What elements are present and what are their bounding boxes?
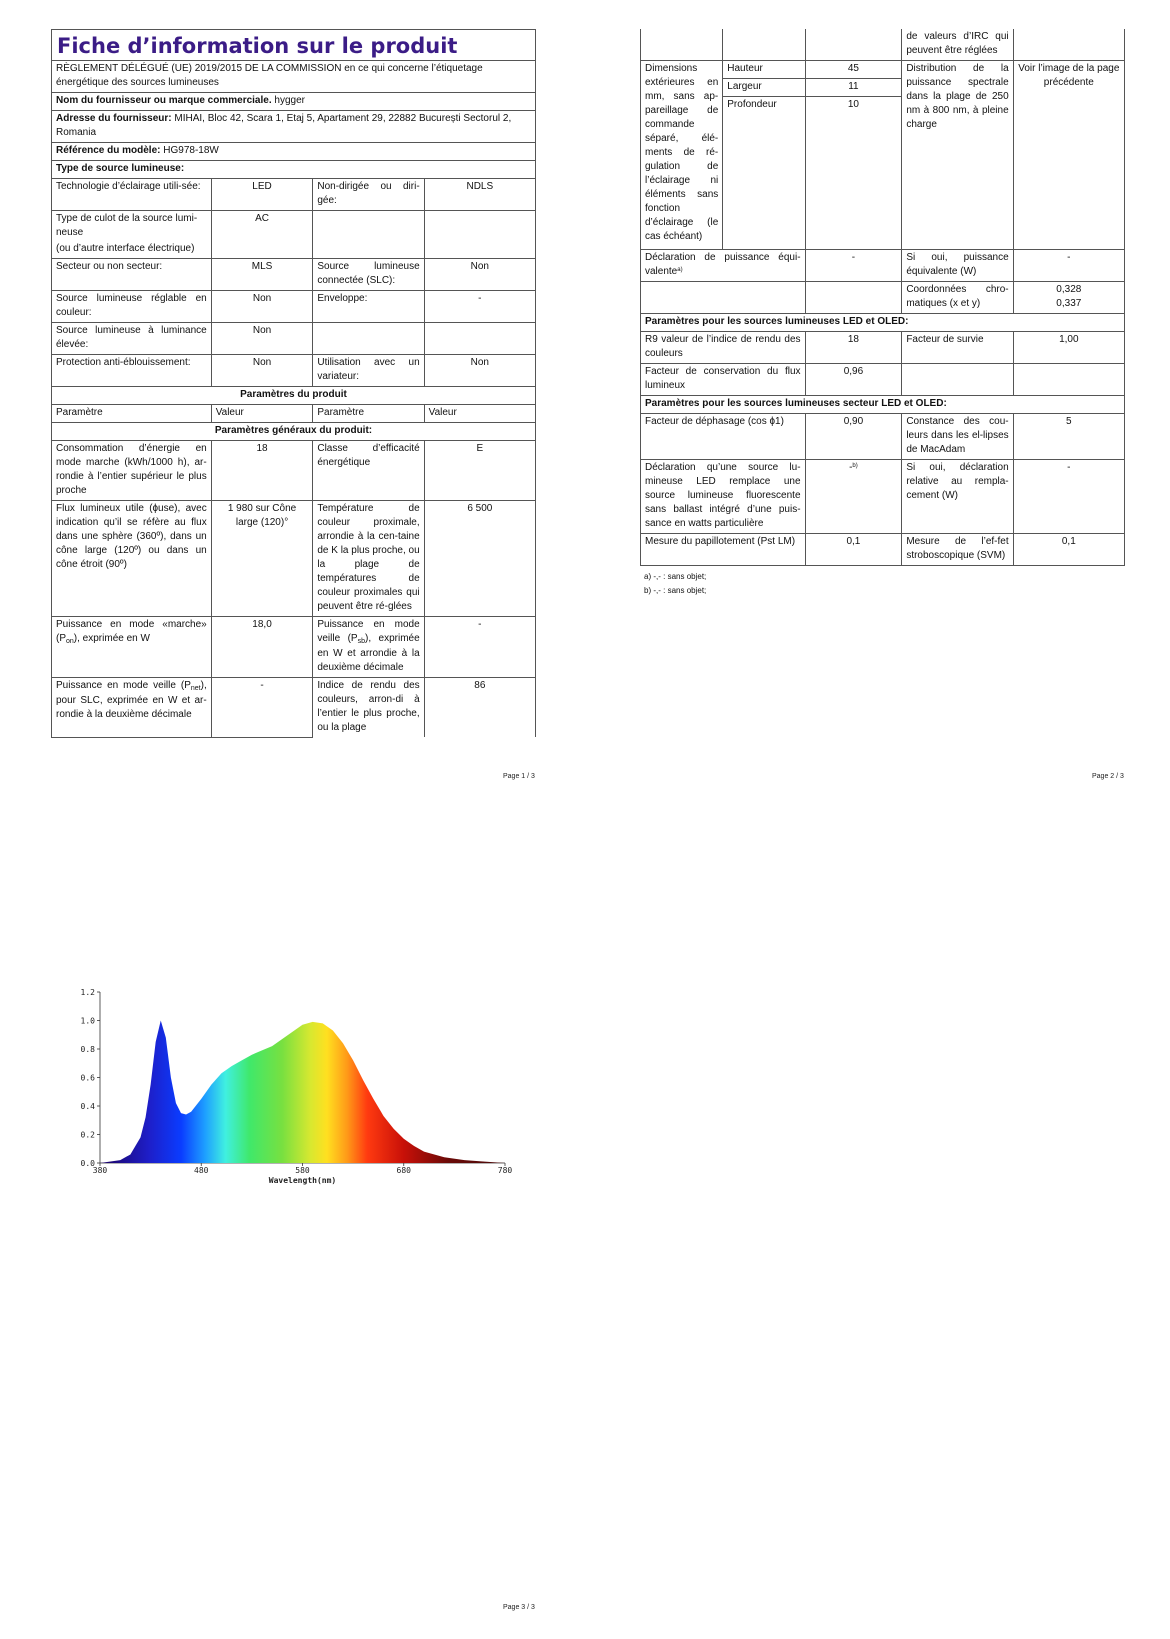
y-tick-label: 1.2 [80, 988, 95, 997]
height-value: 45 [805, 61, 902, 79]
standby-power-value: - [424, 617, 535, 678]
y-tick-label: 1.0 [80, 1016, 95, 1026]
empty-cell [805, 282, 902, 314]
x-tick-label: 680 [396, 1166, 411, 1175]
standby-power-label-text-2: ), exprimée en W et arrondie à la deuxième décimale [317, 633, 420, 673]
colour-tunable-label: Source lumineuse réglable en couleur: [52, 291, 212, 323]
cap-label-cell [52, 211, 212, 259]
macadam-value: 5 [1013, 414, 1124, 460]
r9-label: R9 valeur de l’indice de rendu des couleurs [641, 332, 806, 364]
flicker-label: Mesure du papillotement (Pst LM) [641, 534, 806, 566]
fluorescent-replacement-value: - [849, 462, 853, 473]
supplier-name-value: hygger [274, 95, 305, 106]
displacement-factor-label: Facteur de déphasage (cos ɸ1) [641, 414, 806, 460]
footnote-a-text: -,- : sans objet; [653, 572, 707, 581]
cap-value: AC [211, 211, 313, 259]
y-tick-label: 0.6 [80, 1073, 95, 1083]
on-mode-power-label-text-2: ), exprimée en W [73, 633, 150, 644]
column-header-parameter: Paramètre [313, 405, 424, 423]
standby-power-label [313, 617, 424, 678]
colour-temperature-label: Température de couleur proximale, arrondie à la cen-taine de K la plus proche, ou la plage de températures de couleur proximales qui peuvent être ré-glées [313, 501, 424, 617]
chromaticity-value [1013, 282, 1124, 314]
slc-label: Source lumineuse connectée (SLC): [313, 259, 424, 291]
efficiency-class-value: E [424, 441, 535, 501]
product-params-heading: Paramètres du produit [52, 387, 536, 405]
on-mode-power-label-text: Puissance en mode «marche» (P [56, 619, 207, 644]
macadam-label: Constance des cou-leurs dans les el-lipses de MacAdam [902, 414, 1013, 460]
led-oled-heading: Paramètres pour les sources lumineuses LED et OLED: [641, 314, 1125, 332]
x-tick-label: 380 [92, 1166, 108, 1175]
spectral-distribution-value: Voir l’image de la page précédente [1013, 61, 1124, 250]
x-tick-label: 580 [295, 1166, 310, 1175]
equivalent-power-value: - [805, 250, 902, 282]
flicker-value: 0,1 [805, 534, 902, 566]
stroboscopic-value: 0,1 [1013, 534, 1124, 566]
page-number: Page 1 / 3 [503, 773, 535, 780]
equivalent-power-label-text: Déclaration de puissance équi-valente [645, 252, 801, 277]
high-luminance-value: Non [211, 323, 313, 355]
cap-label-2: (ou d’autre interface électrique) [56, 243, 195, 254]
dimmer-label: Utilisation avec un variateur: [313, 355, 424, 387]
envelope-label: Enveloppe: [313, 291, 424, 323]
datasheet-page-2 [640, 29, 1125, 598]
model-row [52, 143, 536, 161]
cap-label: Type de culot de la source lumi-neuse [56, 213, 198, 238]
fluorescent-replacement-value-cell [805, 460, 902, 534]
spectrum-area [100, 1021, 505, 1164]
luminous-flux-value: 1 980 sur Cône large (120)° [211, 501, 313, 617]
replacement-power-value: - [1013, 460, 1124, 534]
depth-label: Profondeur [723, 97, 805, 115]
directional-value: NDLS [424, 179, 535, 211]
r9-value: 18 [805, 332, 902, 364]
mains-value: MLS [211, 259, 313, 291]
chart-area-layer [100, 1021, 505, 1164]
equivalent-power-label [641, 250, 806, 282]
regulation-text: RÈGLEMENT DÉLÉGUÉ (UE) 2019/2015 DE LA COMMISSION en ce qui concerne l’étiquetage énergétique des sources lumineuses [52, 61, 536, 93]
fluorescent-replacement-label: Déclaration qu’une source lu-mineuse LED remplace une source lumineuse fluorescente sans ballast intégré d’une puis-sance en watts particulière [641, 460, 806, 534]
empty-cell [902, 364, 1013, 396]
dimensions-label: Dimensions extérieures en mm, sans ap-pareillage de commande séparé, élé-ments de ré-gulation de l’éclairage ni éléments sans fonction d’éclairage (le cas échéant) [641, 61, 723, 250]
product-info-table-page-2 [640, 29, 1125, 566]
empty-cell [313, 323, 424, 355]
glare-label: Protection anti-éblouissement: [52, 355, 212, 387]
y-tick-label: 0.0 [80, 1159, 95, 1168]
equivalent-power-watts-label: Si oui, puissance équivalente (W) [902, 250, 1013, 282]
slc-value: Non [424, 259, 535, 291]
supplier-name-row [52, 93, 536, 111]
cri-label-continued: de valeurs d’IRC qui peuvent être réglées [902, 29, 1013, 61]
datasheet-page-1 [51, 29, 536, 738]
empty-cell [641, 29, 723, 61]
survival-factor-value: 1,00 [1013, 332, 1124, 364]
width-value: 11 [805, 79, 902, 97]
footnote-b-text: -,- : sans objet; [653, 586, 707, 595]
depth-value: 10 [805, 97, 902, 115]
empty-cell [805, 114, 902, 250]
replacement-power-label: Si oui, déclaration relative au rempla-cement (W) [902, 460, 1013, 534]
x-axis-label: Wavelength(nm) [268, 1176, 337, 1185]
empty-cell [313, 211, 424, 259]
source-type-heading: Type de source lumineuse: [52, 161, 536, 179]
energy-value: 18 [211, 441, 313, 501]
model-label: Référence du modèle: [56, 145, 161, 156]
displacement-factor-value: 0,90 [805, 414, 902, 460]
footnote-b-marker: b) [852, 463, 858, 469]
footnotes [640, 570, 1125, 598]
spectral-distribution-label: Distribution de la puissance spectrale dans la plage de 250 nm à 800 nm, à pleine charge [902, 61, 1013, 250]
product-info-table-page-1 [51, 29, 536, 738]
tech-value: LED [211, 179, 313, 211]
cri-value: 86 [424, 678, 535, 738]
glare-value: Non [211, 355, 313, 387]
supplier-address-value: MIHAI, Bloc 42, Scara 1, Etaj 5, Apartament 29, 22882 București Sectorul 2, Romania [56, 113, 512, 138]
chromaticity-x: 0,328 [1056, 284, 1082, 295]
empty-cell [641, 282, 806, 314]
survival-factor-label: Facteur de survie [902, 332, 1013, 364]
footnote-a [644, 570, 1125, 584]
empty-cell [1013, 29, 1124, 61]
networked-standby-subscript: net [190, 685, 201, 692]
colour-temperature-value: 6 500 [424, 501, 535, 617]
document-title: Fiche d’information sur le produit [52, 30, 536, 61]
networked-standby-label-text: Puissance en mode veille (P [56, 680, 191, 691]
y-tick-label: 0.4 [80, 1102, 95, 1111]
empty-cell [1013, 364, 1124, 396]
lumen-maintenance-label: Facteur de conservation du flux lumineux [641, 364, 806, 396]
empty-cell [805, 29, 902, 61]
footnote-b [644, 584, 1125, 598]
empty-cell [424, 323, 535, 355]
lumen-maintenance-value: 0,96 [805, 364, 902, 396]
dimmer-value: Non [424, 355, 535, 387]
footnote-a-mark: a) [644, 572, 652, 581]
empty-cell [723, 114, 805, 250]
width-label: Largeur [723, 79, 805, 97]
supplier-name-label: Nom du fournisseur ou marque commerciale. [56, 95, 272, 106]
page-number: Page 3 / 3 [503, 1604, 535, 1611]
envelope-value: - [424, 291, 535, 323]
on-mode-power-subscript: on [66, 638, 74, 645]
networked-standby-value: - [211, 678, 313, 738]
chromaticity-label: Coordonnées chro-matiques (x et y) [902, 282, 1013, 314]
standby-power-label-text: Puissance en mode veille (P [317, 619, 420, 644]
luminous-flux-label: Flux lumineux utile (ɸuse), avec indication qu’il se réfère au flux dans une sphère (360º), dans un cône large (120º) ou dans un cône étroit (90º) [52, 501, 212, 617]
supplier-address-row [52, 111, 536, 143]
standby-power-subscript: sb [357, 638, 365, 645]
page-number: Page 2 / 3 [1092, 773, 1124, 780]
y-tick-label: 0.8 [80, 1045, 95, 1054]
model-value: HG978-18W [163, 145, 219, 156]
mains-led-oled-heading: Paramètres pour les sources lumineuses secteur LED et OLED: [641, 396, 1125, 414]
column-header-value: Valeur [424, 405, 535, 423]
footnote-b-mark: b) [644, 586, 652, 595]
high-luminance-label: Source lumineuse à luminance élevée: [52, 323, 212, 355]
footnote-a-marker: a) [677, 267, 683, 273]
on-mode-power-label [52, 617, 212, 678]
energy-label: Consommation d’énergie en mode marche (kWh/1000 h), ar-rondie à l’entier supérieur le plus proche [52, 441, 212, 501]
general-params-heading: Paramètres généraux du produit: [52, 423, 536, 441]
supplier-address-label: Adresse du fournisseur: [56, 113, 172, 124]
column-header-parameter: Paramètre [52, 405, 212, 423]
networked-standby-label [52, 678, 212, 738]
mains-label: Secteur ou non secteur: [52, 259, 212, 291]
efficiency-class-label: Classe d’efficacité énergétique [313, 441, 424, 501]
x-tick-label: 780 [497, 1166, 513, 1175]
height-label: Hauteur [723, 61, 805, 79]
stroboscopic-label: Mesure de l’ef-fet stroboscopique (SVM) [902, 534, 1013, 566]
on-mode-power-value: 18,0 [211, 617, 313, 678]
directional-label: Non-dirigée ou diri-gée: [313, 179, 424, 211]
equivalent-power-watts-value: - [1013, 250, 1124, 282]
spectral-distribution-chart [60, 980, 520, 1230]
cri-label: Indice de rendu des couleurs, arron-di à l’entier le plus proche, ou la plage [313, 678, 424, 738]
networked-standby-label-text-2: ), pour SLC, exprimée en W et ar-rondie à la deuxième décimale [56, 680, 207, 720]
x-tick-label: 480 [194, 1166, 209, 1175]
column-header-value: Valeur [211, 405, 313, 423]
empty-cell [723, 29, 805, 61]
empty-cell [424, 211, 535, 259]
colour-tunable-value: Non [211, 291, 313, 323]
chromaticity-y: 0,337 [1056, 298, 1082, 309]
tech-label: Technologie d’éclairage utili-sée: [52, 179, 212, 211]
y-tick-label: 0.2 [80, 1130, 95, 1140]
